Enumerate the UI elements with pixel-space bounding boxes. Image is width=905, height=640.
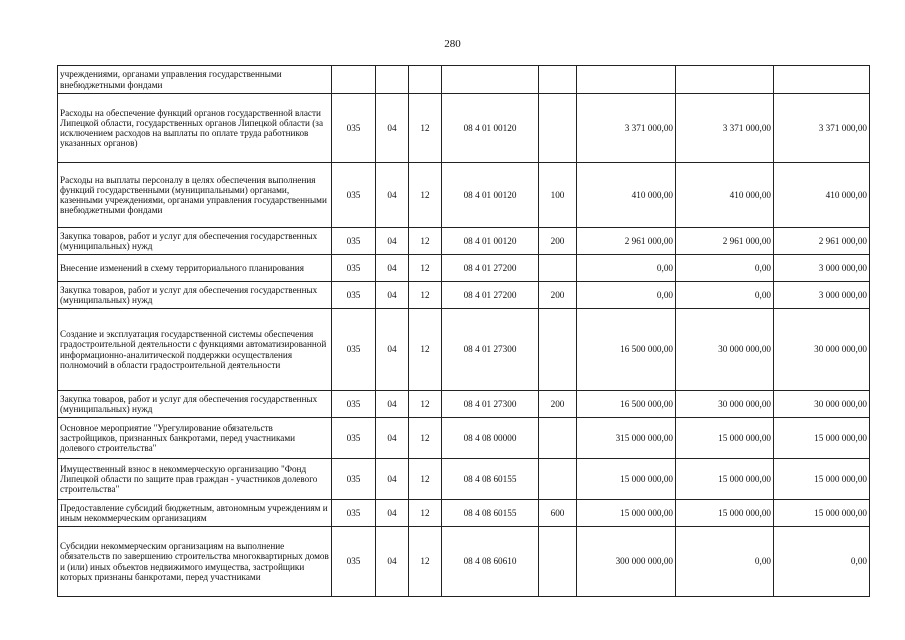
expense-name-cell: Закупка товаров, работ и услуг для обеспечения государственных (муниципальных) нужд [58, 282, 332, 309]
subsection-code-cell: 12 [409, 228, 442, 255]
amount-year-3-cell: 15 000 000,00 [774, 459, 870, 500]
expense-type-cell: 200 [539, 391, 577, 418]
amount-year-3-cell: 15 000 000,00 [774, 500, 870, 527]
amount-year-3-cell: 2 961 000,00 [774, 228, 870, 255]
amount-year-3-cell: 15 000 000,00 [774, 418, 870, 459]
amount-year-1-cell: 3 371 000,00 [577, 94, 676, 163]
table-body [58, 66, 870, 597]
expense-name-cell: Имущественный взнос в некоммерческую организацию "Фонд Липецкой области по защите прав граждан - участников долевого строительства" [58, 459, 332, 500]
table-row [58, 228, 870, 255]
table-row [58, 391, 870, 418]
expense-type-cell: 200 [539, 228, 577, 255]
amount-year-2-cell: 30 000 000,00 [676, 309, 774, 391]
expense-name-cell: Закупка товаров, работ и услуг для обеспечения государственных (муниципальных) нужд [58, 391, 332, 418]
section-code-cell: 04 [376, 309, 409, 391]
subsection-code-cell: 12 [409, 163, 442, 228]
amount-year-1-cell: 0,00 [577, 282, 676, 309]
amount-year-3-cell: 30 000 000,00 [774, 391, 870, 418]
target-article-cell: 08 4 01 27300 [442, 309, 539, 391]
administrator-code-cell: 035 [332, 391, 376, 418]
target-article-cell: 08 4 01 27300 [442, 391, 539, 418]
target-article-cell: 08 4 01 00120 [442, 163, 539, 228]
page-number: 280 [444, 38, 461, 50]
administrator-code-cell: 035 [332, 309, 376, 391]
amount-year-3-cell: 30 000 000,00 [774, 309, 870, 391]
section-code-cell: 04 [376, 500, 409, 527]
table-row [58, 527, 870, 597]
expense-type-cell: 100 [539, 163, 577, 228]
table-row [58, 94, 870, 163]
amount-year-1-cell: 16 500 000,00 [577, 309, 676, 391]
administrator-code-cell: 035 [332, 228, 376, 255]
section-code-cell: 04 [376, 527, 409, 597]
amount-year-2-cell: 15 000 000,00 [676, 459, 774, 500]
amount-year-2-cell: 2 961 000,00 [676, 228, 774, 255]
amount-year-2-cell: 30 000 000,00 [676, 391, 774, 418]
expense-name-cell: Расходы на выплаты персоналу в целях обеспечения выполнения функций государственными (муниципальными) органами, казенными учреждениями, органами управления государственными внебюджетными фондами [58, 163, 332, 228]
section-code-cell: 04 [376, 282, 409, 309]
amount-year-1-cell: 16 500 000,00 [577, 391, 676, 418]
expense-type-cell [539, 309, 577, 391]
expense-type-cell [539, 459, 577, 500]
administrator-code-cell: 035 [332, 418, 376, 459]
administrator-code-cell: 035 [332, 94, 376, 163]
table-row [58, 418, 870, 459]
expense-name-cell: Создание и эксплуатация государственной системы обеспечения градостроительной деятельности с функциями автоматизированной информационно-аналитической поддержки осуществления полномочий в области градостроительной деятельности [58, 309, 332, 391]
administrator-code-cell [332, 66, 376, 94]
expense-type-cell: 200 [539, 282, 577, 309]
budget-table [57, 65, 870, 597]
section-code-cell: 04 [376, 228, 409, 255]
amount-year-2-cell [676, 66, 774, 94]
subsection-code-cell [409, 66, 442, 94]
amount-year-2-cell: 0,00 [676, 527, 774, 597]
amount-year-1-cell: 15 000 000,00 [577, 500, 676, 527]
administrator-code-cell: 035 [332, 500, 376, 527]
subsection-code-cell: 12 [409, 282, 442, 309]
administrator-code-cell: 035 [332, 163, 376, 228]
target-article-cell: 08 4 01 00120 [442, 228, 539, 255]
expense-name-cell: Субсидии некоммерческим организациям на выполнение обязательств по завершению строительства многоквартирных домов и (или) иных объектов недвижимого имущества, застройщики которых признаны банкротами, перед участниками [58, 527, 332, 597]
amount-year-3-cell: 3 000 000,00 [774, 282, 870, 309]
amount-year-1-cell: 300 000 000,00 [577, 527, 676, 597]
amount-year-2-cell: 410 000,00 [676, 163, 774, 228]
administrator-code-cell: 035 [332, 459, 376, 500]
expense-type-cell [539, 94, 577, 163]
amount-year-1-cell: 315 000 000,00 [577, 418, 676, 459]
target-article-cell: 08 4 08 00000 [442, 418, 539, 459]
amount-year-3-cell: 410 000,00 [774, 163, 870, 228]
administrator-code-cell: 035 [332, 527, 376, 597]
section-code-cell: 04 [376, 255, 409, 282]
table-row [58, 500, 870, 527]
subsection-code-cell: 12 [409, 94, 442, 163]
amount-year-1-cell: 0,00 [577, 255, 676, 282]
amount-year-3-cell: 3 371 000,00 [774, 94, 870, 163]
expense-type-cell [539, 255, 577, 282]
amount-year-1-cell [577, 66, 676, 94]
subsection-code-cell: 12 [409, 500, 442, 527]
amount-year-3-cell: 3 000 000,00 [774, 255, 870, 282]
expense-name-cell: Внесение изменений в схему территориального планирования [58, 255, 332, 282]
table-row [58, 163, 870, 228]
amount-year-1-cell: 2 961 000,00 [577, 228, 676, 255]
expense-type-cell: 600 [539, 500, 577, 527]
amount-year-2-cell: 3 371 000,00 [676, 94, 774, 163]
table-row [58, 459, 870, 500]
section-code-cell: 04 [376, 391, 409, 418]
administrator-code-cell: 035 [332, 282, 376, 309]
expense-name-cell: учреждениями, органами управления государственными внебюджетными фондами [58, 66, 332, 94]
expense-name-cell: Основное мероприятие "Урегулирование обязательств застройщиков, признанных банкротами, перед участниками долевого строительства" [58, 418, 332, 459]
target-article-cell [442, 66, 539, 94]
section-code-cell [376, 66, 409, 94]
section-code-cell: 04 [376, 418, 409, 459]
administrator-code-cell: 035 [332, 255, 376, 282]
amount-year-3-cell [774, 66, 870, 94]
subsection-code-cell: 12 [409, 309, 442, 391]
target-article-cell: 08 4 01 27200 [442, 255, 539, 282]
table-row [58, 282, 870, 309]
amount-year-1-cell: 15 000 000,00 [577, 459, 676, 500]
expense-type-cell [539, 527, 577, 597]
section-code-cell: 04 [376, 163, 409, 228]
target-article-cell: 08 4 08 60155 [442, 500, 539, 527]
expense-name-cell: Закупка товаров, работ и услуг для обеспечения государственных (муниципальных) нужд [58, 228, 332, 255]
subsection-code-cell: 12 [409, 459, 442, 500]
amount-year-1-cell: 410 000,00 [577, 163, 676, 228]
amount-year-3-cell: 0,00 [774, 527, 870, 597]
subsection-code-cell: 12 [409, 418, 442, 459]
amount-year-2-cell: 0,00 [676, 255, 774, 282]
expense-name-cell: Расходы на обеспечение функций органов государственной власти Липецкой области, государственных органов Липецкой области (за исключением расходов на выплаты по оплате труда работников указанных органов) [58, 94, 332, 163]
section-code-cell: 04 [376, 94, 409, 163]
table-row [58, 255, 870, 282]
section-code-cell: 04 [376, 459, 409, 500]
table-row [58, 309, 870, 391]
target-article-cell: 08 4 08 60155 [442, 459, 539, 500]
table-row [58, 66, 870, 94]
target-article-cell: 08 4 08 60610 [442, 527, 539, 597]
subsection-code-cell: 12 [409, 391, 442, 418]
target-article-cell: 08 4 01 27200 [442, 282, 539, 309]
subsection-code-cell: 12 [409, 527, 442, 597]
subsection-code-cell: 12 [409, 255, 442, 282]
expense-type-cell [539, 66, 577, 94]
target-article-cell: 08 4 01 00120 [442, 94, 539, 163]
expense-type-cell [539, 418, 577, 459]
amount-year-2-cell: 0,00 [676, 282, 774, 309]
amount-year-2-cell: 15 000 000,00 [676, 418, 774, 459]
expense-name-cell: Предоставление субсидий бюджетным, автономным учреждениям и иным некоммерческим организациям [58, 500, 332, 527]
amount-year-2-cell: 15 000 000,00 [676, 500, 774, 527]
